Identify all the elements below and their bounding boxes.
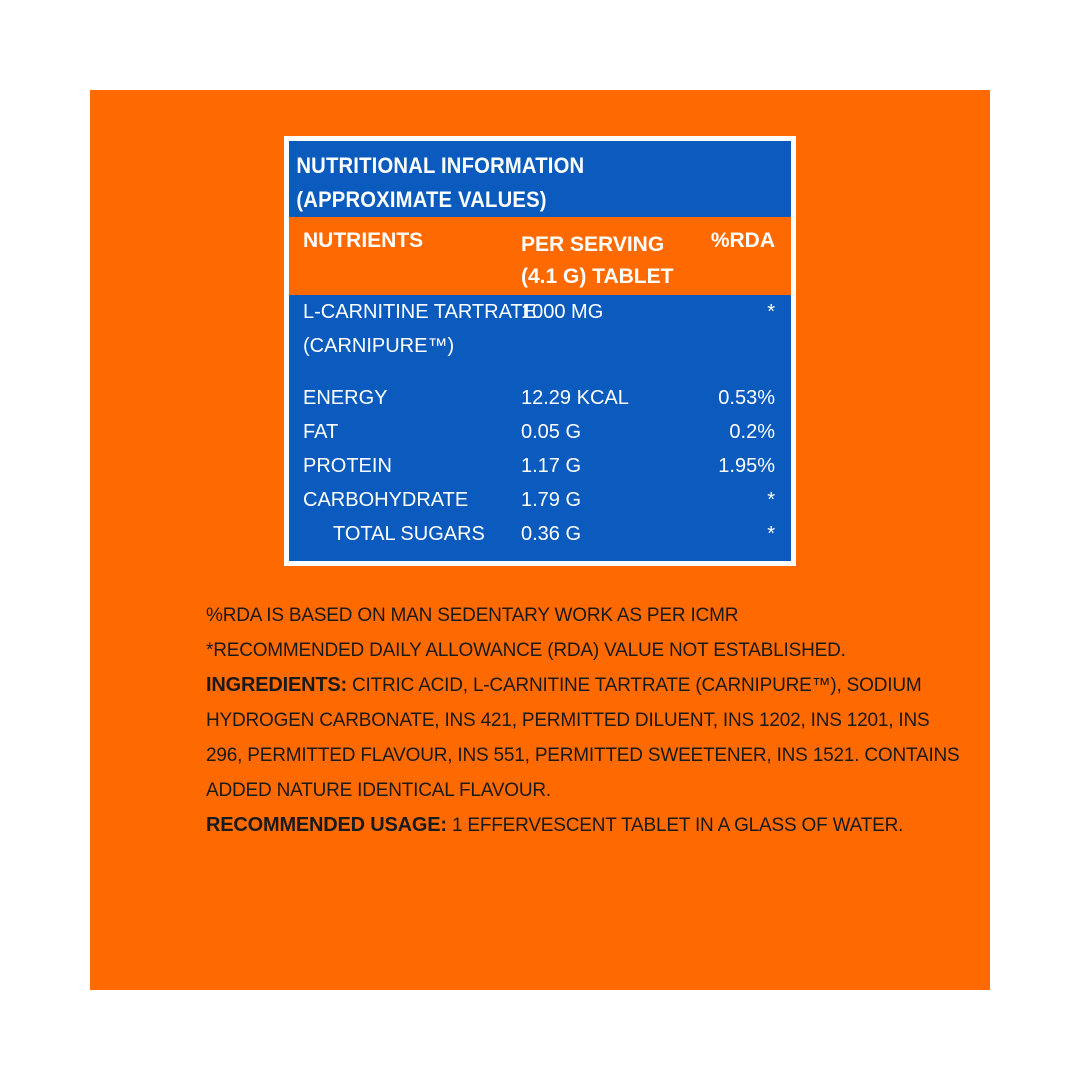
row-rda: * <box>767 523 775 545</box>
ingredients-line: HYDROGEN CARBONATE, INS 421, PERMITTED DILUENT, INS 1202, INS 1201, INS <box>206 710 930 731</box>
ingredients-text: CITRIC ACID, L-CARNITINE TARTRATE (CARNIPURE™), SODIUM <box>346 675 922 696</box>
ingredients-label: INGREDIENTS: <box>206 674 347 696</box>
rda-established-note: *RECOMMENDED DAILY ALLOWANCE (RDA) VALUE NOT ESTABLISHED. <box>206 640 846 661</box>
row-rda: 1.95% <box>718 455 775 477</box>
row-value: 1.79 G <box>521 489 582 511</box>
row-rda: * <box>767 489 775 511</box>
label-panel <box>90 90 990 990</box>
row-name <box>303 295 536 363</box>
row-name-line2: (CARNIPURE™) <box>303 335 455 357</box>
ingredients-line: 296, PERMITTED FLAVOUR, INS 551, PERMITTED SWEETENER, INS 1521. CONTAINS <box>206 745 960 766</box>
table-row <box>289 415 791 449</box>
row-name: PROTEIN <box>303 455 392 477</box>
table-row <box>289 449 791 483</box>
ingredients-line: ADDED NATURE IDENTICAL FLAVOUR. <box>206 780 551 801</box>
row-rda: 0.2% <box>729 421 775 443</box>
table-title-line2: (APPROXIMATE VALUES) <box>296 187 547 212</box>
row-value: 1.17 G <box>521 455 582 477</box>
header-nutrients: NUTRIENTS <box>303 229 424 252</box>
table-row <box>289 295 791 363</box>
usage-label: RECOMMENDED USAGE: <box>206 814 447 836</box>
label-notes <box>206 598 960 843</box>
row-name: FAT <box>303 421 339 443</box>
rda-basis-note: %RDA IS BASED ON MAN SEDENTARY WORK AS PER ICMR <box>206 605 739 626</box>
table-body <box>289 295 791 561</box>
usage-text: 1 EFFERVESCENT TABLET IN A GLASS OF WATER. <box>446 815 904 836</box>
row-rda: 0.53% <box>718 387 775 409</box>
table-header-row <box>289 217 791 295</box>
row-name-line1: L-CARNITINE TARTRATE <box>303 301 536 323</box>
header-per-serving-line1: PER SERVING <box>521 233 665 256</box>
row-value: 1000 MG <box>521 301 604 323</box>
row-name: TOTAL SUGARS <box>333 523 485 545</box>
row-value: 12.29 KCAL <box>521 387 629 409</box>
header-per-serving <box>521 229 673 293</box>
ingredients-line <box>206 668 922 703</box>
row-value: 0.36 G <box>521 523 582 545</box>
header-rda: %RDA <box>710 229 775 252</box>
table-row <box>289 381 791 415</box>
row-value: 0.05 G <box>521 421 582 443</box>
table-row <box>289 483 791 517</box>
row-name: CARBOHYDRATE <box>303 489 469 511</box>
usage-line <box>206 808 904 843</box>
table-title-line1: NUTRITIONAL INFORMATION <box>296 153 585 178</box>
header-per-serving-line2: (4.1 G) TABLET <box>521 265 674 288</box>
nutrition-table <box>284 136 796 566</box>
nutrition-table-inner <box>289 141 791 561</box>
table-row <box>289 517 791 551</box>
table-title <box>289 141 751 217</box>
row-name: ENERGY <box>303 387 388 409</box>
row-rda: * <box>767 301 775 323</box>
